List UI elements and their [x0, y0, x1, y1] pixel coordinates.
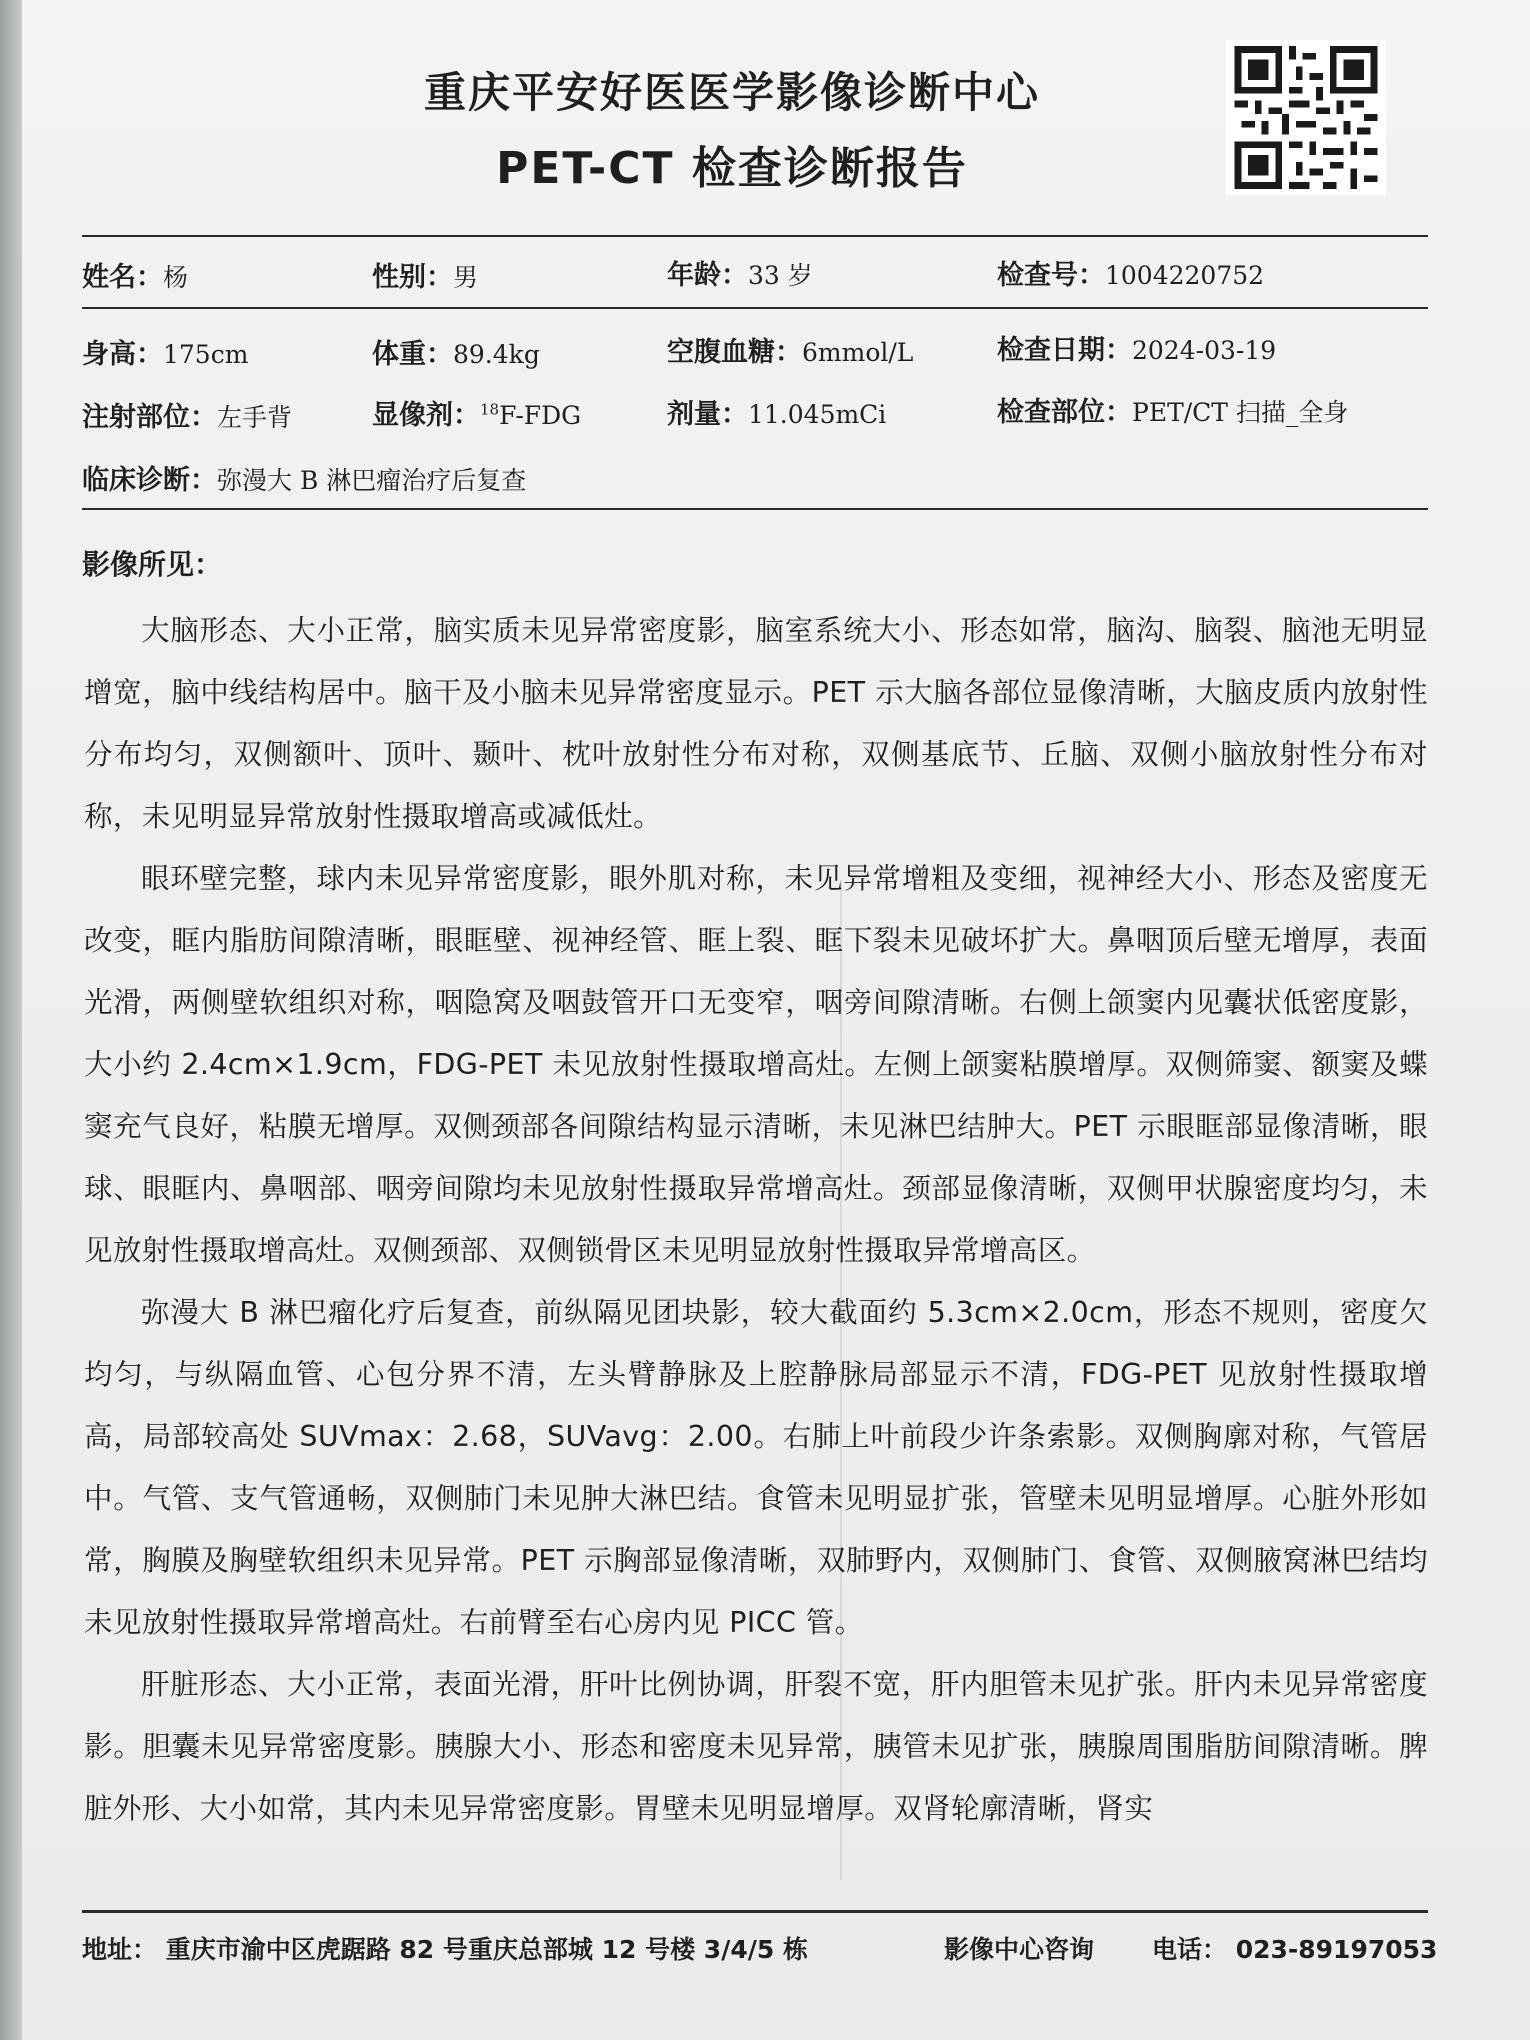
- exam-date: 检查日期：2024-03-19: [997, 335, 1277, 366]
- report-title: PET-CT 检查诊断报告: [496, 143, 968, 194]
- findings-paragraph-head-neck: 眼环壁完整，球内未见异常密度影，眼外肌对称，未见异常增粗及变细，视神经大小、形态及密度无改变，眶内脂肪间隙清晰，眼眶壁、视神经管、眶上裂、眶下裂未见破坏扩大。鼻咽顶后壁无增厚，表面光滑，两侧壁软组织对称，咽隐窝及咽鼓管开口无变窄，咽旁间隙清晰。右侧上颌窦内见囊状低密度影，大小约 2.4cm×1.9cm，FDG-PET 未见放射性摄取增高灶。左侧上颌窦粘膜增厚。双侧筛窦、额窦及蝶窦充气良好，粘膜无增厚。双侧颈部各间隙结构显示清晰，未见淋巴结肿大。PET 示眼眶部显像清晰，眼球、眼眶内、鼻咽部、咽旁间隙均未见放射性摄取异常增高灶。颈部显像清晰，双侧甲状腺密度均匀，未见放射性摄取增高灶。双侧颈部、双侧锁骨区未见明显放射性摄取异常增高区。: [84, 862, 1428, 1267]
- report-paper: [22, 0, 1530, 2040]
- patient-sex: 性别：男: [372, 262, 479, 293]
- divider-footer: [82, 1910, 1428, 1913]
- findings-body: [84, 600, 1428, 1840]
- imaging-agent: 显像剂：$^{18}$F-FDG: [372, 400, 582, 431]
- findings-paragraph-abdomen: 肝脏形态、大小正常，表面光滑，肝叶比例协调，肝裂不宽，肝内胆管未见扩张。肝内未见异常密度影。胆囊未见异常密度影。胰腺大小、形态和密度未见异常，胰管未见扩张，胰腺周围脂肪间隙清晰。脾脏外形、大小如常，其内未见异常密度影。胃壁未见明显增厚。双肾轮廓清晰，肾实: [84, 1668, 1428, 1825]
- dose: 剂量：11.045mCi: [667, 399, 887, 430]
- patient-height: 身高：175cm: [82, 339, 249, 370]
- findings-title: 影像所见：: [82, 548, 223, 581]
- footer-address: 地址： 重庆市渝中区虎踞路 82 号重庆总部城 12 号楼 3/4/5 栋: [82, 1935, 808, 1964]
- patient-name: 姓名：杨: [82, 262, 189, 293]
- divider-findings: [82, 508, 1428, 510]
- divider-patient: [82, 307, 1428, 309]
- exam-number: 检查号：1004220752: [997, 260, 1265, 291]
- clinical-diagnosis: 临床诊断：弥漫大 B 淋巴瘤治疗后复查: [82, 465, 527, 496]
- qr-code-icon: [1226, 40, 1386, 195]
- center-title: 重庆平安好医医学影像诊断中心: [423, 68, 1040, 117]
- page-edge-shadow: [0, 0, 22, 2040]
- footer-phone: 电话： 023-89197053: [1152, 1935, 1438, 1964]
- patient-weight: 体重：89.4kg: [372, 339, 540, 370]
- divider-top: [82, 235, 1428, 237]
- patient-age: 年龄：33 岁: [667, 260, 813, 291]
- footer-consult: 影像中心咨询: [944, 1935, 1095, 1964]
- findings-paragraph-chest: 弥漫大 B 淋巴瘤化疗后复查，前纵隔见团块影，较大截面约 5.3cm×2.0cm，形态不规则，密度欠均匀，与纵隔血管、心包分界不清，左头臂静脉及上腔静脉局部显示不清，FDG-PET 见放射性摄取增高，局部较高处 SUVmax：2.68，SUVavg：2.00。右肺上叶前段少许条索影。双侧胸廓对称，气管居中。气管、支气管通畅，双侧肺门未见肿大淋巴结。食管未见明显扩张，管壁未见明显增厚。心脏外形如常，胸膜及胸壁软组织未见异常。PET 示胸部显像清晰，双肺野内，双侧肺门、食管、双侧腋窝淋巴结均未见放射性摄取异常增高灶。右前臂至右心房内见 PICC 管。: [84, 1296, 1428, 1639]
- exam-site: 检查部位：PET/CT 扫描_全身: [997, 397, 1349, 428]
- fasting-glucose: 空腹血糖：6mmol/L: [667, 337, 914, 368]
- injection-site: 注射部位：左手背: [82, 402, 293, 433]
- findings-paragraph-brain: 大脑形态、大小正常，脑实质未见异常密度影，脑室系统大小、形态如常，脑沟、脑裂、脑池无明显增宽，脑中线结构居中。脑干及小脑未见异常密度显示。PET 示大脑各部位显像清晰，大脑皮质内放射性分布均匀，双侧额叶、顶叶、颞叶、枕叶放射性分布对称，双侧基底节、丘脑、双侧小脑放射性分布对称，未见明显异常放射性摄取增高或减低灶。: [84, 614, 1428, 833]
